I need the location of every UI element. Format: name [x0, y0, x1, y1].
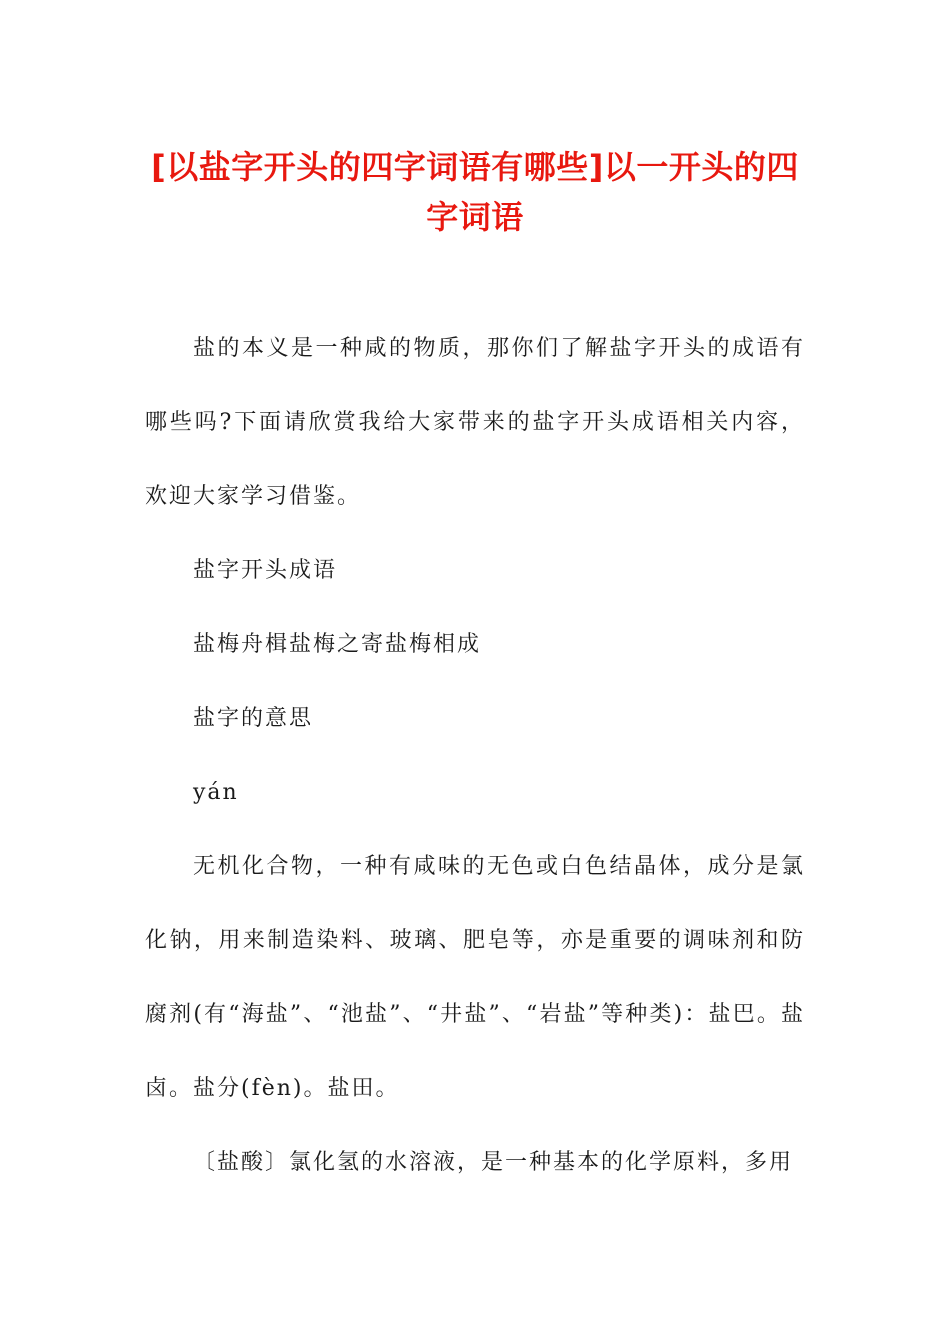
- paragraph-idiom-list: 盐梅舟楫盐梅之寄盐梅相成: [193, 632, 482, 657]
- paragraph-heading-idioms: 盐字开头成语: [193, 558, 338, 583]
- paragraph-heading-meaning: 盐字的意思: [193, 706, 314, 731]
- paragraph-hydrochloric-acid: 〔盐酸〕氯化氢的水溶液，是一种基本的化学原料，多用: [193, 1150, 794, 1175]
- paragraph-intro: 盐的本义是一种咸的物质，那你们了解盐字开头的成语有哪些吗?下面请欣赏我给大家带来的盐字开头成语相关内容，欢迎大家学习借鉴。: [145, 336, 805, 509]
- document-title: [以盐字开头的四字词语有哪些]以一开头的四字词语: [151, 148, 799, 236]
- document-body: [145, 312, 805, 1200]
- paragraph-pinyin: yán: [193, 780, 239, 805]
- paragraph-definition: 无机化合物，一种有咸味的无色或白色结晶体，成分是氯化钠，用来制造染料、玻璃、肥皂等，亦是重要的调味剂和防腐剂(有“海盐”、“池盐”、“井盐”、“岩盐”等种类)：盐巴。盐卤。盐分(fèn)。盐田。: [145, 854, 805, 1101]
